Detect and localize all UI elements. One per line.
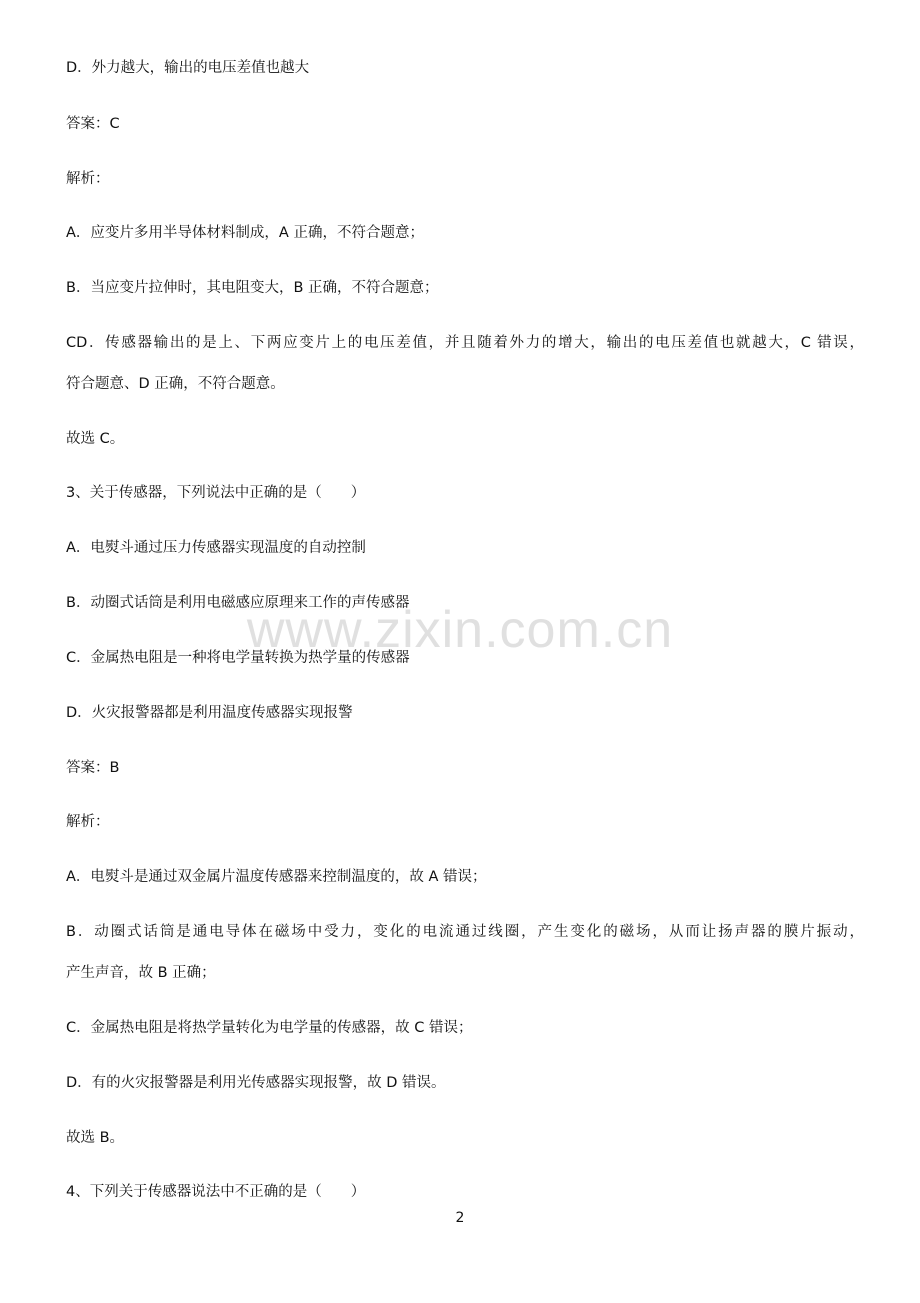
conclusion-q3: 故选 B。 (66, 1130, 125, 1146)
question-4: 4、下列关于传感器说法中不正确的是（ ） (66, 1184, 366, 1200)
watermark: www.zixin.com.cn (246, 601, 674, 659)
option-a-q3: A．电熨斗通过压力传感器实现温度的自动控制 (66, 540, 366, 556)
analysis-a-q3: A．电熨斗是通过双金属片温度传感器来控制温度的，故 A 错误； (66, 869, 487, 885)
analysis-c-q3: C．金属热电阻是将热学量转化为电学量的传感器，故 C 错误； (66, 1020, 473, 1036)
analysis-b-q3-line2: 产生声音，故 B 正确； (66, 965, 216, 981)
question-3: 3、关于传感器，下列说法中正确的是（ ） (66, 485, 366, 501)
answer-q3: 答案：B (66, 760, 120, 776)
analysis-a-q2: A．应变片多用半导体材料制成，A 正确，不符合题意； (66, 225, 424, 241)
analysis-heading-q2: 解析： (66, 171, 110, 187)
option-d-q2: D．外力越大，输出的电压差值也越大 (66, 60, 310, 76)
page-number: 2 (455, 1210, 465, 1226)
option-c-q3: C．金属热电阻是一种将电学量转换为热学量的传感器 (66, 650, 410, 666)
option-b-q3: B．动圈式话筒是利用电磁感应原理来工作的声传感器 (66, 595, 410, 611)
answer-q2: 答案：C (66, 116, 120, 132)
conclusion-q2: 故选 C。 (66, 431, 125, 447)
analysis-b-q3-line1: B．动圈式话筒是通电导体在磁场中受力，变化的电流通过线圈，产生变化的磁场，从而让扬声器的膜片振动， (66, 924, 864, 940)
analysis-b-q2: B．当应变片拉伸时，其电阻变大，B 正确，不符合题意； (66, 280, 439, 296)
option-d-q3: D．火灾报警器都是利用温度传感器实现报警 (66, 705, 353, 721)
analysis-cd-q2-line2: 符合题意、D 正确，不符合题意。 (66, 376, 285, 392)
analysis-heading-q3: 解析： (66, 814, 110, 830)
analysis-cd-q2-line1: CD．传感器输出的是上、下两应变片上的电压差值，并且随着外力的增大，输出的电压差值也就越大，C 错误， (66, 335, 864, 351)
analysis-d-q3: D．有的火灾报警器是利用光传感器实现报警，故 D 错误。 (66, 1075, 446, 1091)
